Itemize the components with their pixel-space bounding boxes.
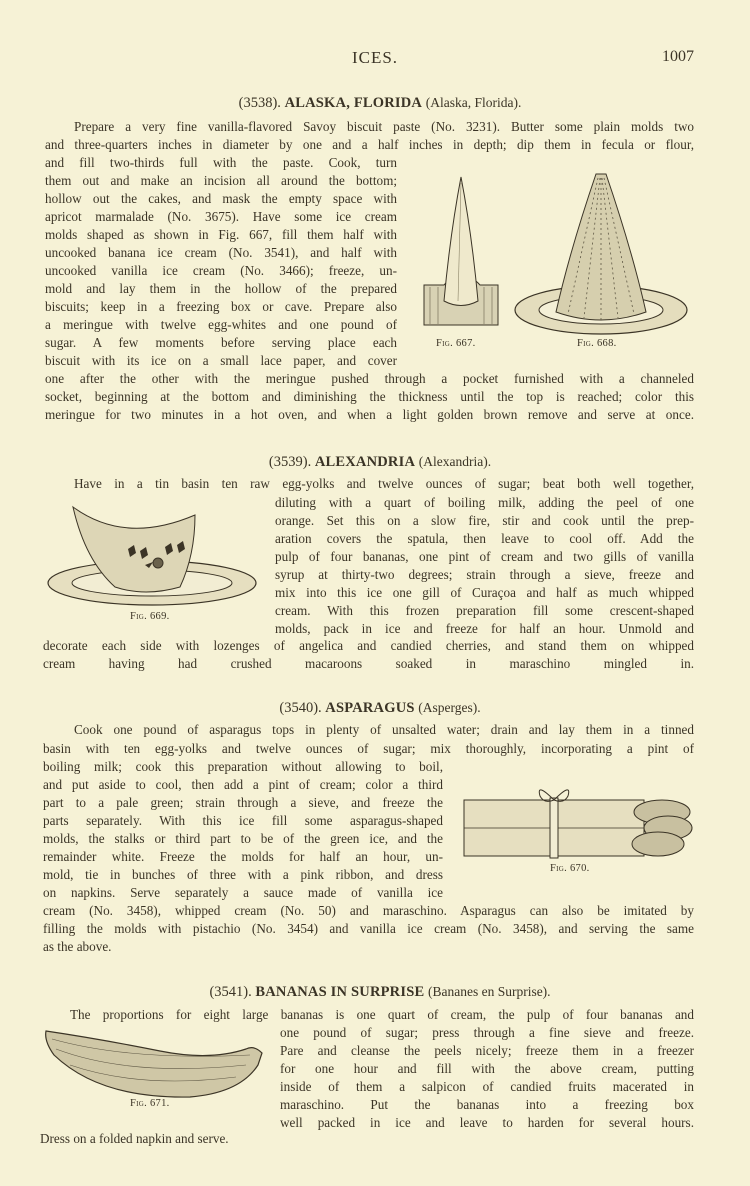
text-line: apricot marmalade (No. 3675). Have some ice cream bbox=[45, 209, 397, 224]
text-line: Dress on a folded napkin and serve. bbox=[40, 1131, 229, 1146]
recipe-title bbox=[0, 700, 750, 717]
text-line: sugar. A few moments before serving place each bbox=[45, 335, 397, 350]
recipe-name: BANANAS IN SURPRISE bbox=[255, 984, 425, 1000]
text-line: hollow out the cakes, and mask the empty space with bbox=[45, 191, 397, 206]
text-line: cream (No. 3458), whipped cream (No. 50) and maraschino. Asparagus can also be imitated by bbox=[43, 903, 694, 918]
text-line: part to a pale green; strain through a sieve, and freeze the bbox=[43, 795, 443, 810]
fig-670-asparagus-bunch-illustration bbox=[462, 782, 694, 862]
text-line: remainder white. Freeze the molds for half an hour, un- bbox=[43, 849, 443, 864]
fig-668-meringue-cone-illustration bbox=[512, 170, 690, 338]
recipe-alt-name: (Alaska, Florida). bbox=[425, 95, 522, 110]
text-line: Cook one pound of asparagus tops in plenty of unsalted water; drain and lay them in a tinned bbox=[74, 722, 694, 737]
text-line: The proportions for eight large bananas is one quart of cream, the pulp of four bananas and bbox=[70, 1007, 694, 1022]
text-line: on napkins. Serve separately a sauce made of vanilla ice bbox=[43, 885, 443, 900]
page-number: 1007 bbox=[662, 48, 694, 65]
text-line: molds, the stalks or third part to be of the green ice, and the bbox=[43, 831, 443, 846]
figure-caption: Fig. 671. bbox=[130, 1098, 170, 1109]
text-line: as the above. bbox=[43, 939, 112, 954]
text-line: mold, tie in bunches of three with a pink ribbon, and dress bbox=[43, 867, 443, 882]
text-line: molds, pack in ice and freeze for half an hour. Unmold and bbox=[275, 621, 694, 636]
text-line: pulp of four bananas, one pint of cream and two gills of vanilla bbox=[275, 549, 694, 564]
figure-caption: Fig. 670. bbox=[550, 863, 590, 874]
text-line: socket, beginning at the bottom and diminishing the thickness until the top is reached; color this bbox=[45, 389, 694, 404]
recipe-number: (3539). bbox=[268, 454, 312, 470]
text-line: a meringue with twelve egg-whites and one pound of bbox=[45, 317, 397, 332]
recipe-number: (3541). bbox=[209, 984, 252, 1000]
text-line: one pound of sugar; press through a fine sieve and freeze. bbox=[280, 1025, 694, 1040]
text-line: cream. With this frozen preparation fill some crescent-shaped bbox=[275, 603, 694, 618]
text-line: and put aside to cool, then add a pint of cream; color a third bbox=[43, 777, 443, 792]
text-line: parts separately. With this ice fill some asparagus-shaped bbox=[43, 813, 443, 828]
text-line: biscuit with its ice on a small lace paper, and cover bbox=[45, 353, 397, 368]
text-line: molds shaped as shown in Fig. 667, fill them half with bbox=[45, 227, 397, 242]
figure-caption: Fig. 669. bbox=[130, 611, 170, 622]
fig-669-crescent-ice-illustration bbox=[45, 505, 260, 610]
recipe-title bbox=[0, 984, 750, 1001]
text-line: diluting with a quart of boiling milk, adding the peel of one bbox=[275, 495, 694, 510]
figure-caption: Fig. 667. bbox=[436, 338, 476, 349]
text-line: syrup at thirty-two degrees; strain through a sieve, freeze and bbox=[275, 567, 694, 582]
text-line: mix into this ice one gill of Curaçoa and half as much whipped bbox=[275, 585, 694, 600]
text-line: boiling milk; cook this preparation without allowing to boil, bbox=[43, 759, 443, 774]
text-line: for one hour and fill with the above cream, putting bbox=[280, 1061, 694, 1076]
text-line: Prepare a very fine vanilla-flavored Savoy biscuit paste (No. 3231). Butter some plain molds two bbox=[74, 119, 694, 134]
recipe-alt-name: (Bananes en Surprise). bbox=[427, 984, 551, 999]
text-line: Pare and cleanse the peels nicely; freeze them in a freezer bbox=[280, 1043, 694, 1058]
text-line: basin with ten egg-yolks and twelve ounces of sugar; mix thoroughly, incorporating a pint of bbox=[43, 741, 694, 756]
recipe-alt-name: (Alexandria). bbox=[418, 454, 492, 469]
fig-667-cone-mold-illustration bbox=[420, 175, 502, 327]
text-line: uncooked banana ice cream (No. 3541), and half with bbox=[45, 245, 397, 260]
text-line: them out and make an incision all around the bottom; bbox=[45, 173, 397, 188]
text-line: one after the other with the meringue pushed through a pocket furnished with a channeled bbox=[45, 371, 694, 386]
text-line: orange. Set this on a slow fire, stir and cook until the prep- bbox=[275, 513, 694, 528]
text-line: biscuits; keep in a freezing box or cave. Prepare also bbox=[45, 299, 397, 314]
text-line: and three-quarters inches in diameter by one and a half inches in depth; dip them in fecula or flour, bbox=[45, 137, 694, 152]
running-head: ICES. bbox=[351, 48, 399, 67]
recipe-alt-name: (Asperges). bbox=[418, 700, 481, 715]
text-line: maraschino. Put the bananas into a freezing box bbox=[280, 1097, 694, 1112]
figure-caption: Fig. 668. bbox=[577, 338, 617, 349]
recipe-name: ALASKA, FLORIDA bbox=[284, 95, 423, 111]
text-line: decorate each side with lozenges of angelica and candied cherries, and stand them on whipped bbox=[43, 638, 694, 653]
recipe-name: ALEXANDRIA bbox=[314, 454, 416, 470]
recipe-title bbox=[0, 454, 750, 471]
recipe-title bbox=[0, 95, 750, 112]
text-line: and fill two-thirds full with the paste. Cook, turn bbox=[45, 155, 397, 170]
recipe-number: (3540). bbox=[279, 700, 322, 716]
text-line: cream having had crushed macaroons soaked in maraschino mingled in. bbox=[43, 656, 694, 671]
text-line: inside of them a salpicon of candied fruits macerated in bbox=[280, 1079, 694, 1094]
text-line: filling the molds with pistachio (No. 3454) and vanilla ice cream (No. 3458), and serving the same bbox=[43, 921, 694, 936]
text-line: uncooked vanilla ice cream (No. 3466); freeze, un- bbox=[45, 263, 397, 278]
text-line: meringue for two minutes in a hot oven, and when a light golden brown remove and serve at once. bbox=[45, 407, 694, 422]
fig-671-banana-illustration bbox=[40, 1025, 265, 1103]
text-line: Have in a tin basin ten raw egg-yolks and twelve ounces of sugar; beat both well together, bbox=[74, 476, 694, 491]
text-line: mold and lay them in the hollow of the prepared bbox=[45, 281, 397, 296]
recipe-name: ASPARAGUS bbox=[325, 700, 415, 716]
text-line: aration covers the spatula, then leave to cool off. Add the bbox=[275, 531, 694, 546]
text-line: well packed in ice and leave to harden for several hours. bbox=[280, 1115, 694, 1130]
recipe-number: (3538). bbox=[238, 95, 281, 111]
